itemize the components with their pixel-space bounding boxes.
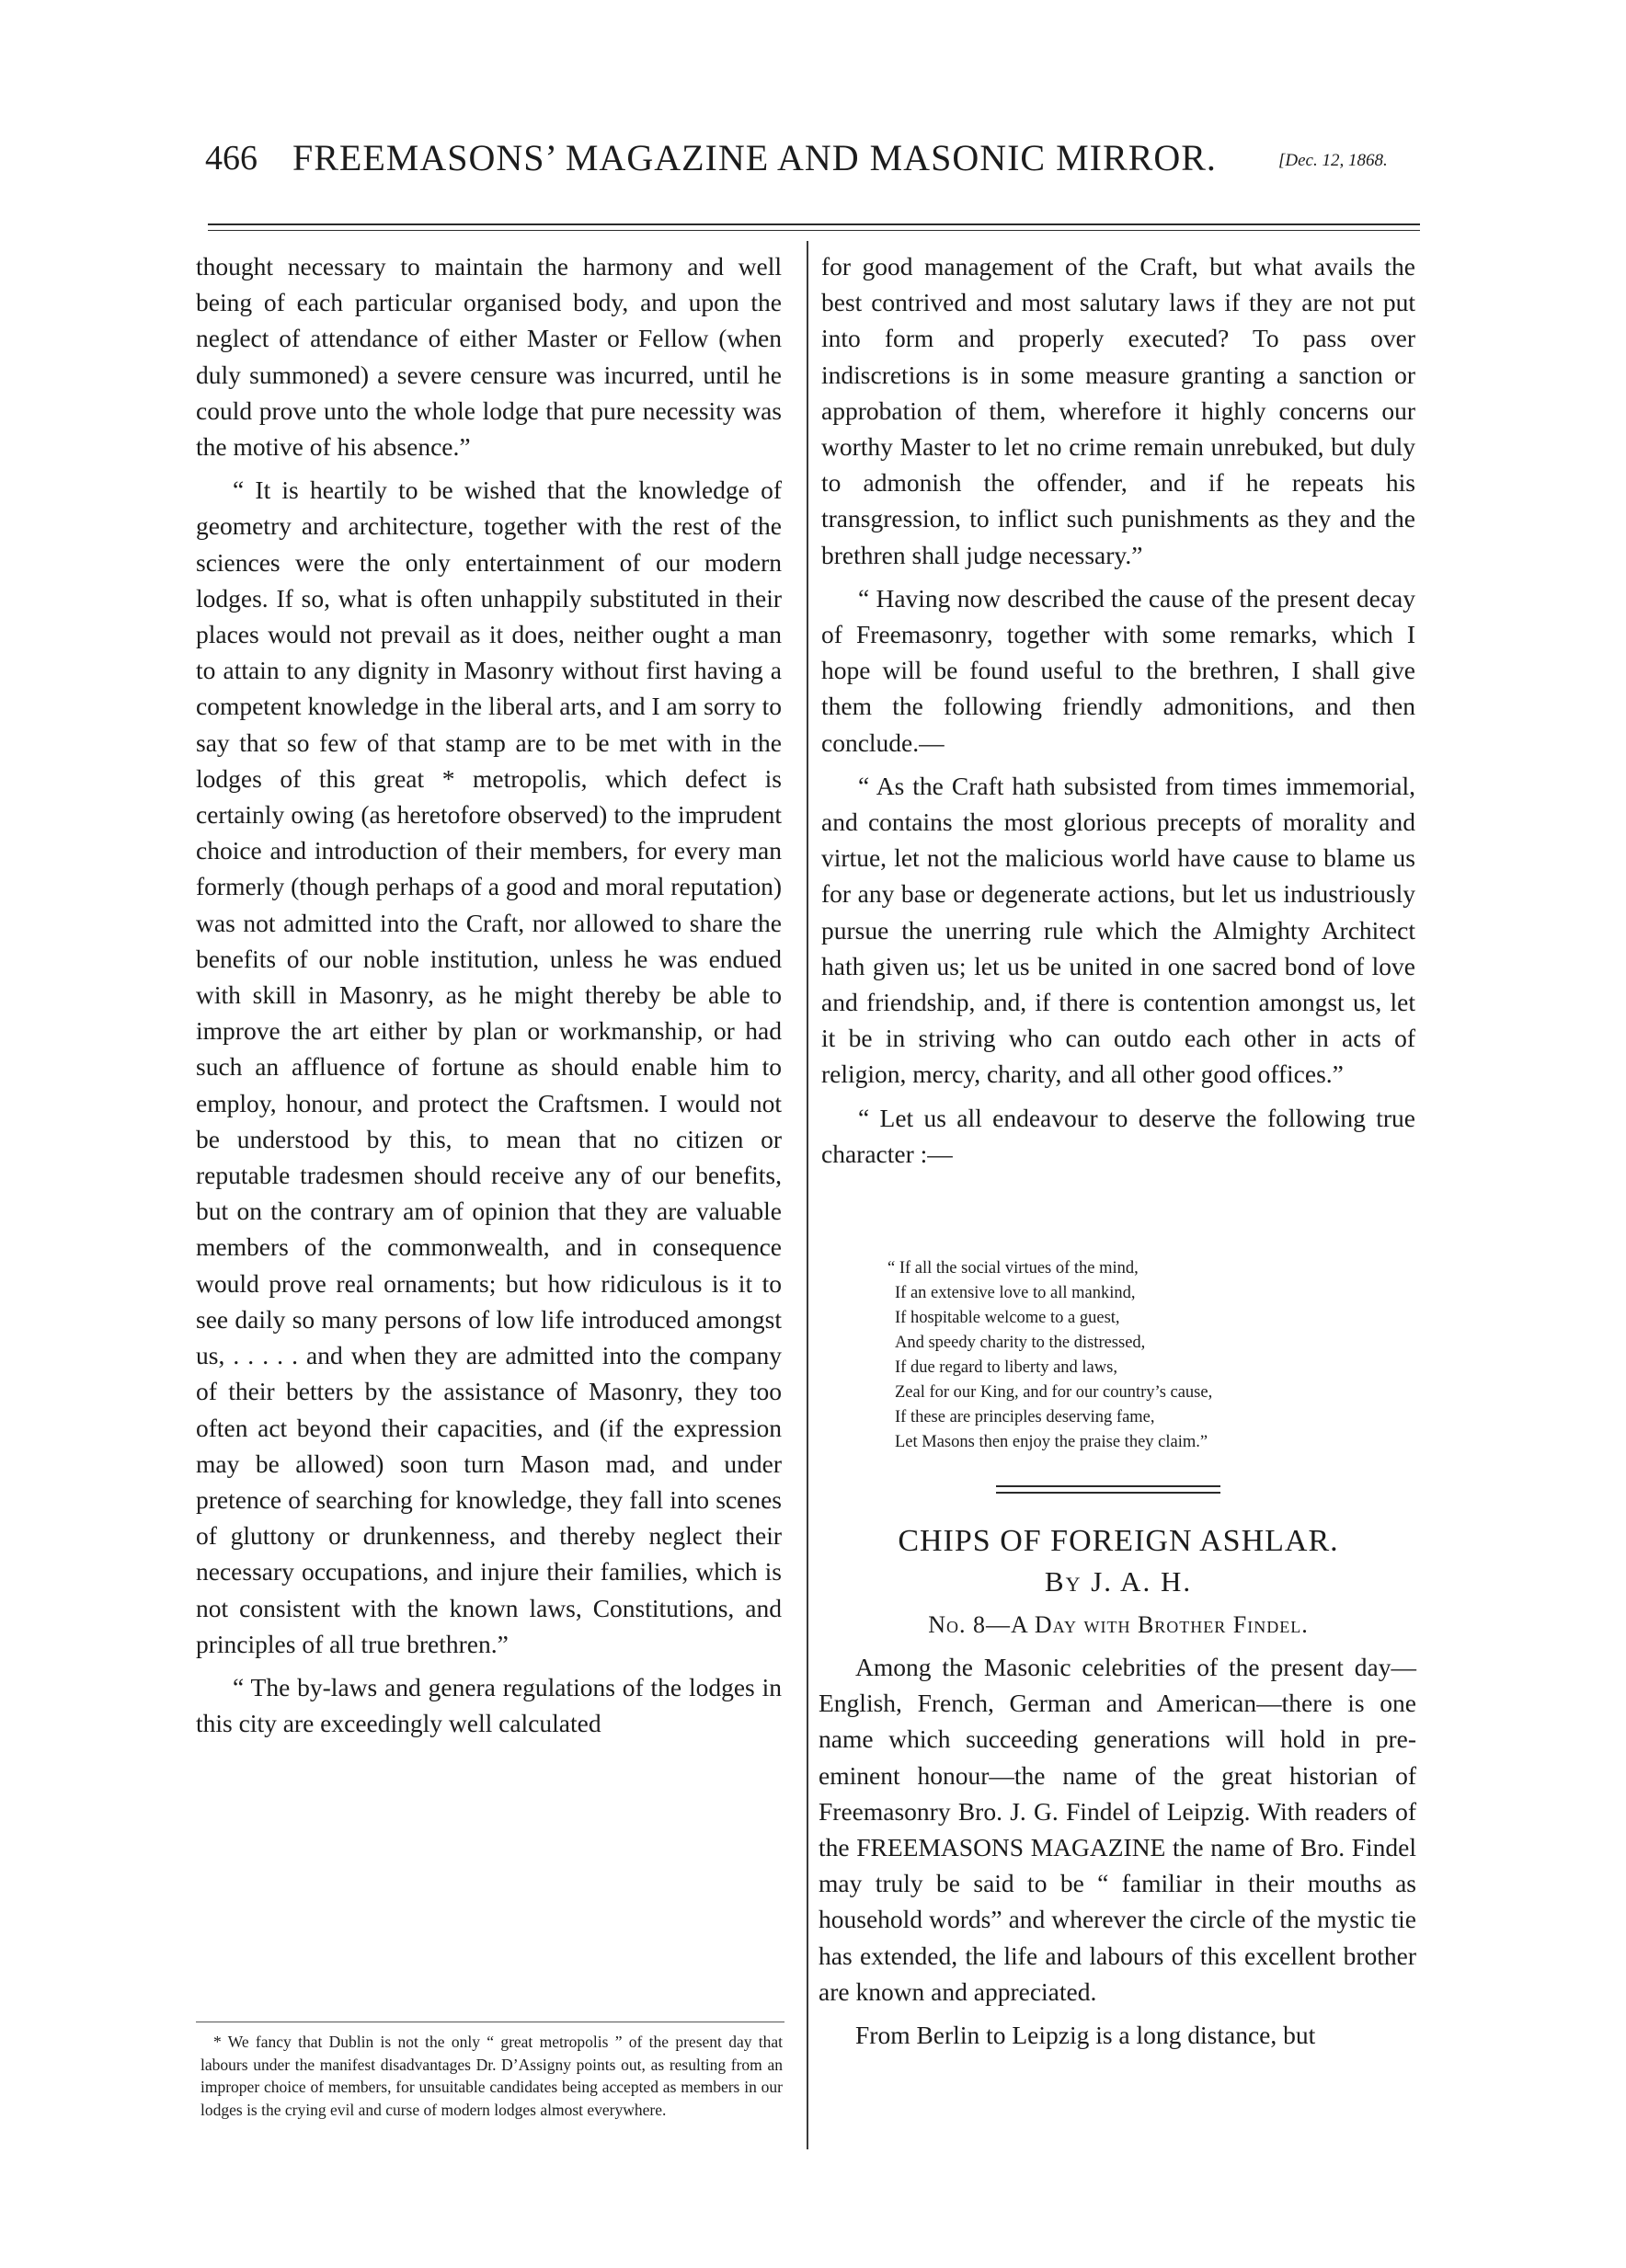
- issue-date: [Dec. 12, 1868.: [1278, 151, 1388, 170]
- section-subtitle: No. 8—A Day with Brother Findel.: [928, 1611, 1309, 1638]
- poem-line: If hospitable welcome to a guest,: [895, 1309, 1120, 1327]
- paragraph: “ The by-laws and genera regulations of the lodges in this city are exceedingly well calculated: [196, 1672, 782, 1738]
- poem: [887, 1256, 1212, 1455]
- poem-line: Let Masons then enjoy the praise they claim.”: [895, 1433, 1208, 1451]
- paragraph: Among the Masonic celebrities of the present day—English, French, German and American—there is one name which succeeding generations will hold in pre-eminent honour—the name of the great historian of Freemasonry Bro. J. G. Findel of Leipzig. With readers of the FREEMASONS MAGAZINE the name of Bro. Findel may truly be said to be “ familiar in their mouths as household words” and wherever the circle of the mystic tie has extended, the life and labours of this excellent brother are known and appreciated.: [819, 1653, 1416, 2006]
- poem-line: If an extensive love to all mankind,: [895, 1284, 1136, 1302]
- paragraph: thought necessary to maintain the harmony and well being of each particular organised body, and upon the neglect of attendance of either Master or Fellow (when duly summoned) a severe censure was incurred, until he could prove unto the whole lodge that pure necessity was the motive of his absence.”: [196, 252, 782, 462]
- poem-line: Zeal for our King, and for our country’s cause,: [895, 1383, 1213, 1402]
- left-column: [196, 248, 782, 1741]
- paragraph: “ Let us all endeavour to deserve the following true character :—: [821, 1103, 1415, 1168]
- section-byline: By J. A. H.: [1044, 1565, 1193, 1598]
- running-title: FREEMASONS’ MAGAZINE AND MASONIC MIRROR.: [292, 137, 1217, 178]
- poem-line: If due regard to liberty and laws,: [895, 1358, 1117, 1377]
- paragraph: “ Having now described the cause of the present decay of Freemasonry, together with some remarks, which I hope will be found useful to the brethren, I shall give them the following friendly admonitions, and then conclude.—: [821, 583, 1415, 757]
- poem-line: If these are principles deserving fame,: [895, 1408, 1155, 1426]
- paragraph: “ It is heartily to be wished that the knowledge of geometry and architecture, together with the rest of the sciences were the only entertainment of our modern lodges. If so, what is often unhappily substituted in their places would not prevail as it does, neither ought a man to attain to any dignity in Masonry without first having a competent knowledge in the liberal arts, and I am sorry to say that so few of that stamp are to be met with in the lodges of this great * metropolis, which defect is certainly owing (as heretofore observed) to the imprudent choice and introduction of their members, for every man formerly (though perhaps of a good and moral reputation) was not admitted into the Craft, nor allowed to share the benefits of our noble institution, unless he was endued with skill in Masonry, as he might thereby be able to improve the art either by plan or workmanship, or had such an affluence of fortune as should enable him to employ, honour, and protect the Craftsmen. I would not be understood by this, to mean that no citizen or reputable tradesmen should receive any of our benefits, but on the contrary am of opinion that they are valuable members of the commonwealth, and in consequence would prove real ornaments; but how ridiculous is it to see daily so many persons of low life introduced amongst us, . . . . . and when they are admitted into the company of their betters by the assistance of Masonry, they too often act beyond their capacities, and (if the expression may be allowed) soon turn Mason mad, and under pretence of searching for knowledge, they fall into scenes of gluttony or drunkenness, and thereby neglect their necessary occupations, and injure their families, which is not consistent with the known laws, Constitutions, and principles of all true brethren.”: [196, 475, 782, 1658]
- section-rule: [996, 1485, 1220, 1487]
- paragraph: “ As the Craft hath subsisted from times immemorial, and contains the most glorious precepts of morality and virtue, let not the malicious world have cause to blame us for any base or degenerate actions, but let us industriously pursue the unerring rule which the Almighty Architect hath given us; let us be united in one sacred bond of love and friendship, and, if there is contention amongst us, let it be in striving who can outdo each other in acts of religion, mercy, charity, and all other good offices.”: [821, 771, 1415, 1089]
- paragraph: From Berlin to Leipzig is a long distance, but: [855, 2021, 1316, 2050]
- section-title: CHIPS OF FOREIGN ASHLAR.: [898, 1524, 1339, 1558]
- poem-line: “ If all the social virtues of the mind,: [887, 1259, 1139, 1277]
- header-rule: [208, 223, 1420, 225]
- column-divider: [807, 241, 808, 2149]
- section-rule: [996, 1492, 1220, 1494]
- poem-line: And speedy charity to the distressed,: [895, 1334, 1146, 1352]
- footnote-text: * We fancy that Dublin is not the only “ great metropolis ” of the present day that labours under the manifest disadvantages Dr. D’Assigny points out, as resulting from an improper choice of members, for unsuitable candidates being accepted as members in our lodges is the crying evil and curse of modern lodges almost everywhere.: [200, 2033, 783, 2119]
- right-column: [821, 248, 1415, 1172]
- page-number: 466: [205, 139, 258, 178]
- header-rule-thin: [208, 230, 1420, 231]
- paragraph: for good management of the Craft, but what avails the best contrived and most salutary laws if they are not put into form and properly executed? To pass over indiscretions is in some measure granting a sanction or approbation of them, wherefore it highly concerns our worthy Master to let no crime remain unrebuked, but duly to admonish the offender, and if he repeats his transgression, to inflict such punishments as they and the brethren shall judge necessary.”: [821, 252, 1415, 569]
- section-body: [819, 1649, 1416, 2053]
- footnote: [200, 2031, 783, 2121]
